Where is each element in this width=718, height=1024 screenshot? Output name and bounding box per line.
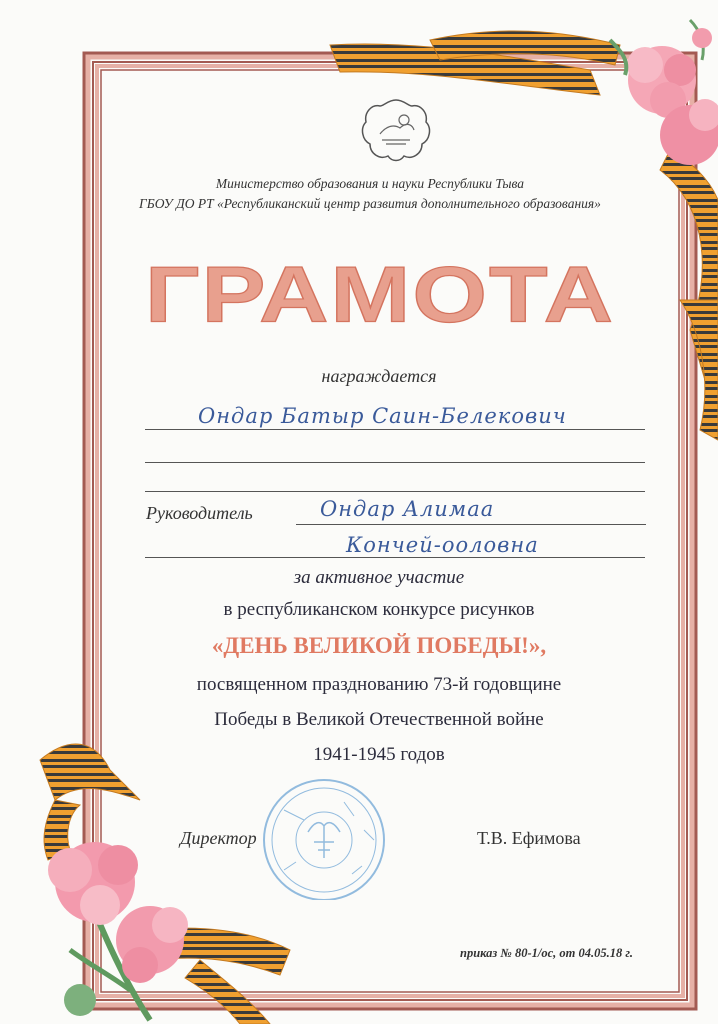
- supervisor-label: Руководитель: [146, 503, 253, 523]
- contest-name: «ДЕНЬ ВЕЛИКОЙ ПОБЕДЫ!»,: [211, 633, 547, 658]
- supervisor-name-line2: Кончей-ооловна: [346, 533, 539, 557]
- reason-line-4: Победы в Великой Отечественной войне: [214, 709, 544, 730]
- supervisor-name-line1: Ондар Алимаа: [320, 497, 495, 521]
- official-stamp: [244, 770, 414, 900]
- reason-line-2: в республиканском конкурсе рисунков: [223, 599, 535, 620]
- order-reference: приказ № 80-1/ос, от 04.05.18 г.: [460, 946, 633, 960]
- awarded-label: награждается: [321, 366, 437, 386]
- supervisor-line-2: [145, 557, 645, 558]
- carnation-top-right-icon: [610, 20, 718, 165]
- director-label: Директор: [180, 828, 257, 848]
- director-name: Т.В. Ефимова: [477, 828, 581, 848]
- name-line-1: [145, 429, 645, 430]
- name-line-2: [145, 462, 645, 463]
- carnation-bottom-left-icon: [48, 842, 188, 1020]
- organization-name: ГБОУ ДО РТ «Республиканский центр развития дополнительного образования»: [139, 196, 601, 211]
- emblem-logo: [360, 96, 432, 164]
- reason-line-5: 1941-1945 годов: [313, 744, 445, 765]
- reason-line-1: за активное участие: [293, 567, 465, 588]
- awardee-name: Ондар Батыр Саин-Белекович: [198, 404, 567, 428]
- supervisor-line-1: [296, 524, 646, 525]
- name-line-3: [145, 491, 645, 492]
- ministry-name: Министерство образования и науки Республики Тыва: [215, 176, 525, 191]
- reason-line-3: посвященном празднованию 73-й годовщине: [196, 674, 562, 695]
- certificate-title: ГРАМОТА: [145, 250, 615, 339]
